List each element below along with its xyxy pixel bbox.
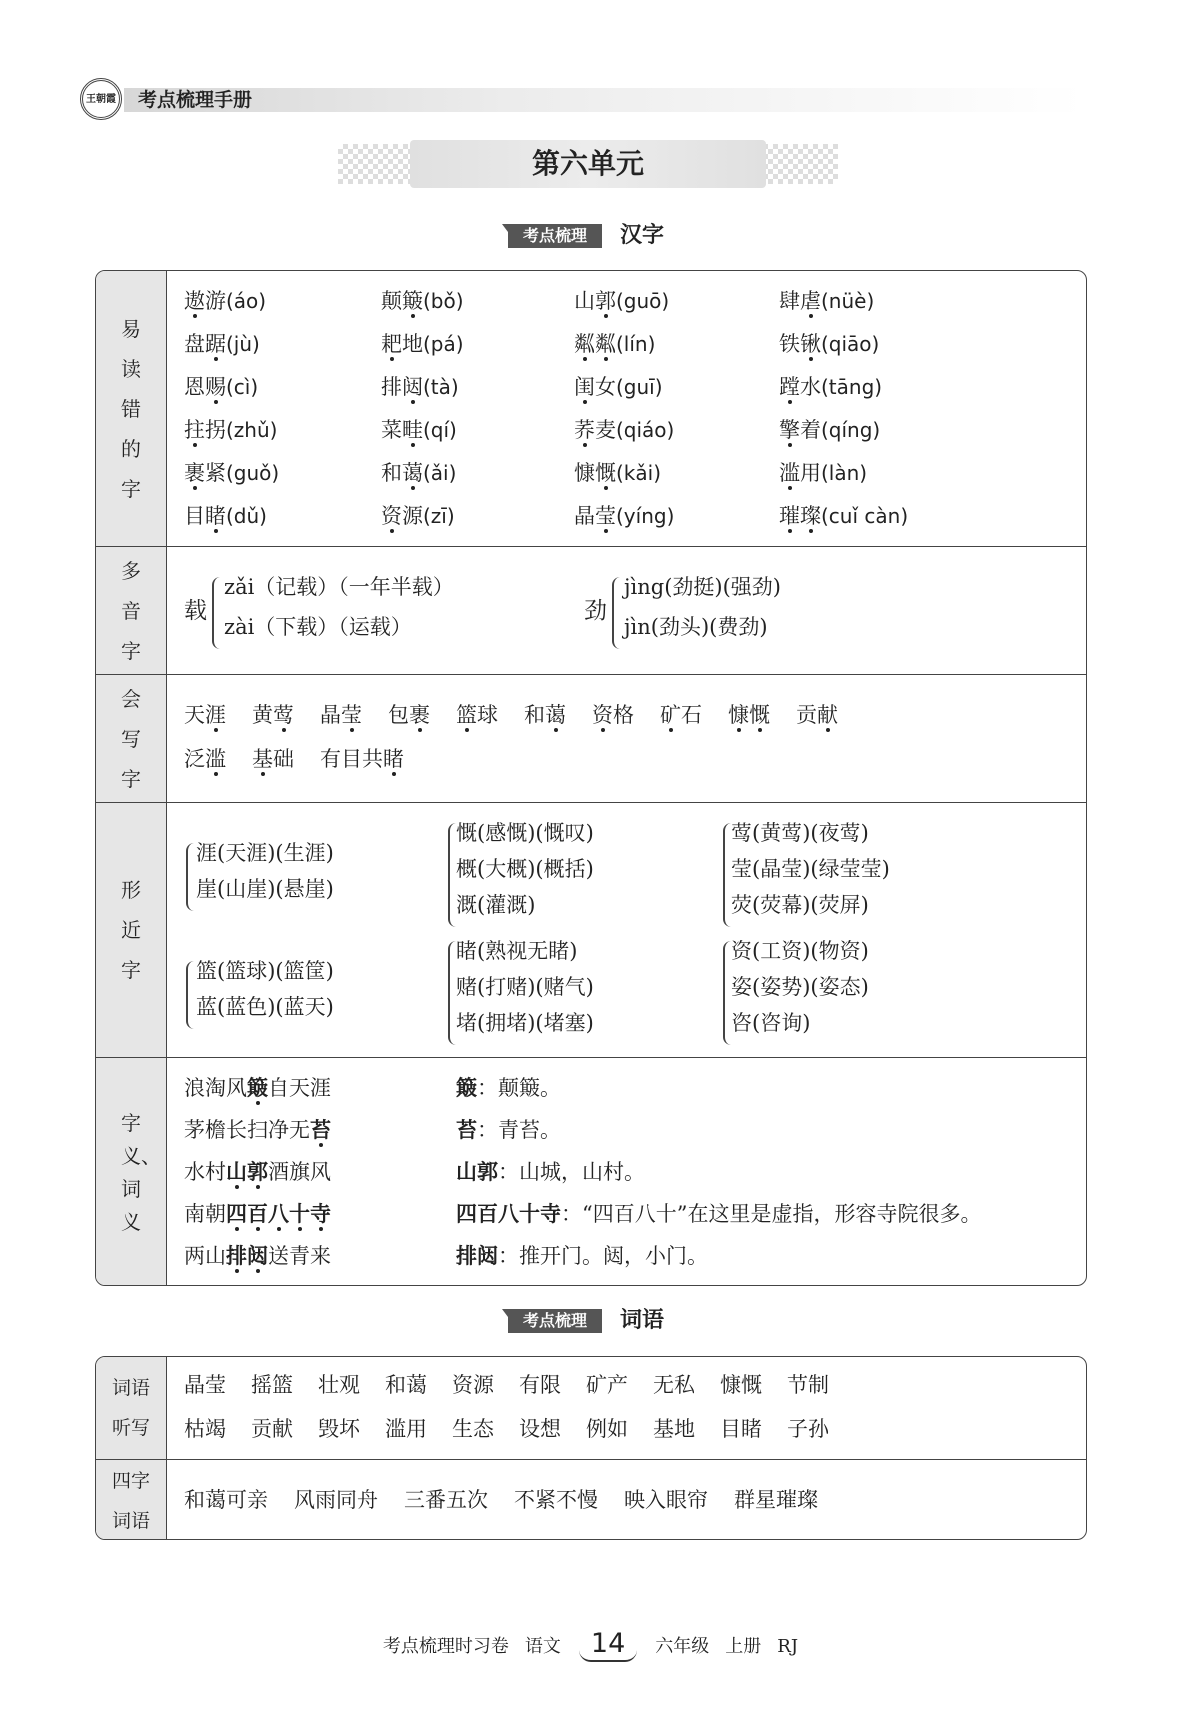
page-footer	[0, 1628, 1181, 1663]
row-huixie	[96, 674, 1086, 802]
yidu-item: 滥用(làn)	[779, 461, 868, 485]
yidu-item: 肆虐(nüè)	[779, 289, 875, 313]
yidu-item: 铁锹(qiāo)	[779, 332, 880, 356]
ciyu-table	[95, 1356, 1087, 1540]
yidu-item: 蹚水(tāng)	[779, 375, 883, 399]
xingjin-item: 篮(篮球)(篮筐)	[196, 959, 334, 983]
xingjin-item: 睹(熟视无睹)	[456, 939, 578, 963]
yidu-item: 排闼(tà)	[381, 375, 459, 399]
xingjin-item: 概(大概)(概括)	[456, 857, 594, 881]
meaning-item: 排闼：推开门。闼，小门。	[456, 1243, 708, 1268]
poem-line: 南朝四百八十寺	[184, 1201, 331, 1226]
yidu-item: 遨游(áo)	[184, 289, 267, 313]
yidu-item: 目睹(dǔ)	[184, 504, 267, 528]
yidu-item: 璀璨(cuǐ càn)	[779, 504, 909, 528]
header-band	[124, 88, 1084, 112]
yidu-item: 颠簸(bǒ)	[381, 289, 464, 313]
xingjin-item: 赌(打赌)(赌气)	[456, 975, 594, 999]
xingjin-item: 崖(山崖)(悬崖)	[196, 877, 334, 901]
yidu-item: 裹紧(guǒ)	[184, 461, 280, 485]
xingjin-item: 姿(姿势)(姿态)	[731, 975, 869, 999]
publisher-logo	[80, 78, 122, 120]
label-ziyi: 字义、词义	[96, 1058, 167, 1286]
unit-banner	[338, 140, 838, 188]
poem-line: 茅檐长扫净无苔	[184, 1117, 331, 1142]
row-ziyi	[96, 1057, 1086, 1286]
section-title: 汉字	[620, 223, 665, 248]
brace-group	[723, 941, 731, 1045]
meaning-item: 苔：青苔。	[456, 1117, 561, 1142]
xingjin-item: 莺(黄莺)(夜莺)	[731, 821, 869, 845]
huixie-line-2: 泛滥 基础 有目共睹	[184, 747, 404, 771]
brace-jin	[612, 577, 622, 649]
duoyin-line: jìn(劲头)(费劲)	[624, 615, 768, 639]
row-tingxie	[96, 1357, 1086, 1459]
poem-line: 水村山郭酒旗风	[184, 1159, 331, 1184]
page-number: 14	[579, 1628, 637, 1662]
yidu-item: 山郭(guō)	[574, 289, 670, 313]
xingjin-item: 咨(咨询)	[731, 1011, 811, 1035]
xingjin-item: 堵(拥堵)(堵塞)	[456, 1011, 594, 1035]
yidu-item: 盘踞(jù)	[184, 332, 260, 356]
label-huixie: 会写字	[96, 675, 167, 802]
footer-edition: RJ	[777, 1636, 799, 1657]
poem-line: 两山排闼送青来	[184, 1243, 331, 1268]
label-sizi: 四字 词语	[96, 1460, 167, 1540]
duoyin-line: zài（下载）（运载）	[224, 615, 412, 639]
footer-series: 考点梳理时习卷	[382, 1636, 509, 1657]
section-tag: 考点梳理	[508, 224, 602, 248]
header-title: 考点梳理手册	[138, 89, 253, 111]
yidu-item: 闺女(guī)	[574, 375, 663, 399]
label-xingjin: 形近字	[96, 803, 167, 1057]
meaning-item: 簸：颠簸。	[456, 1075, 561, 1100]
yidu-item: 晶莹(yíng)	[574, 504, 675, 528]
yidu-item: 耙地(pá)	[381, 332, 464, 356]
row-xingjin	[96, 802, 1086, 1057]
poem-line: 浪淘风簸自天涯	[184, 1075, 331, 1100]
tingxie-line-2: 枯竭 贡献 毁坏 滥用 生态 设想 例如 基地 目睹 子孙	[184, 1417, 829, 1441]
xingjin-item: 慨(感慨)(慨叹)	[456, 821, 594, 845]
hanzi-table	[95, 270, 1087, 1286]
brace-group	[448, 941, 456, 1045]
yidu-item: 和蔼(ǎi)	[381, 461, 457, 485]
yidu-item: 资源(zī)	[381, 504, 455, 528]
meaning-item: 山郭：山城，山村。	[456, 1159, 645, 1184]
huixie-line-1: 天涯 黄莺 晶莹 包裹 篮球 和蔼 资格 矿石 慷慨 贡献	[184, 703, 838, 727]
row-sizi	[96, 1459, 1086, 1540]
duoyin-line: jìng(劲挺)(强劲)	[624, 575, 781, 599]
yidu-item: 菜畦(qí)	[381, 418, 457, 442]
meaning-item: 四百八十寺：“四百八十”在这里是虚指，形容寺院很多。	[456, 1201, 982, 1226]
label-tingxie: 词语 听写	[96, 1357, 167, 1459]
xingjin-item: 蓝(蓝色)(蓝天)	[196, 995, 334, 1019]
brace-group	[186, 961, 194, 1029]
footer-grade: 六年级	[655, 1636, 710, 1657]
duoyin-char-jin: 劲	[584, 598, 607, 624]
logo-text: 王朝霞	[86, 93, 116, 105]
yidu-item: 恩赐(cì)	[184, 375, 259, 399]
section-tag: 考点梳理	[508, 1309, 602, 1333]
yidu-item: 慷慨(kǎi)	[574, 461, 661, 485]
row-yidu	[96, 271, 1086, 546]
xingjin-item: 荧(荧幕)(荧屏)	[731, 893, 869, 917]
xingjin-item: 莹(晶莹)(绿莹莹)	[731, 857, 890, 881]
yidu-item: 荞麦(qiáo)	[574, 418, 675, 442]
brace-zai	[212, 577, 222, 649]
xingjin-item: 溉(灌溉)	[456, 893, 536, 917]
footer-subject: 语文	[524, 1636, 561, 1657]
label-yidu: 易读错的字	[96, 271, 167, 546]
xingjin-item: 涯(天涯)(生涯)	[196, 841, 334, 865]
yidu-item: 粼粼(lín)	[574, 332, 656, 356]
yidu-item: 擎着(qíng)	[779, 418, 881, 442]
section-title: 词语	[620, 1308, 665, 1333]
page-header	[80, 78, 1090, 118]
label-duoyin: 多音字	[96, 547, 167, 674]
unit-title: 第六单元	[410, 140, 766, 188]
sizi-line: 和蔼可亲 风雨同舟 三番五次 不紧不慢 映入眼帘 群星璀璨	[184, 1488, 818, 1512]
brace-group	[448, 823, 456, 927]
brace-group	[186, 843, 194, 911]
brace-group	[723, 823, 731, 927]
xingjin-item: 资(工资)(物资)	[731, 939, 869, 963]
duoyin-char-zai: 载	[184, 598, 207, 624]
footer-volume: 上册	[725, 1636, 762, 1657]
yidu-item: 拄拐(zhǔ)	[184, 418, 278, 442]
tingxie-line-1: 晶莹 摇篮 壮观 和蔼 资源 有限 矿产 无私 慷慨 节制	[184, 1373, 829, 1397]
row-duoyin	[96, 546, 1086, 674]
duoyin-line: zǎi（记载）（一年半载）	[224, 575, 454, 599]
